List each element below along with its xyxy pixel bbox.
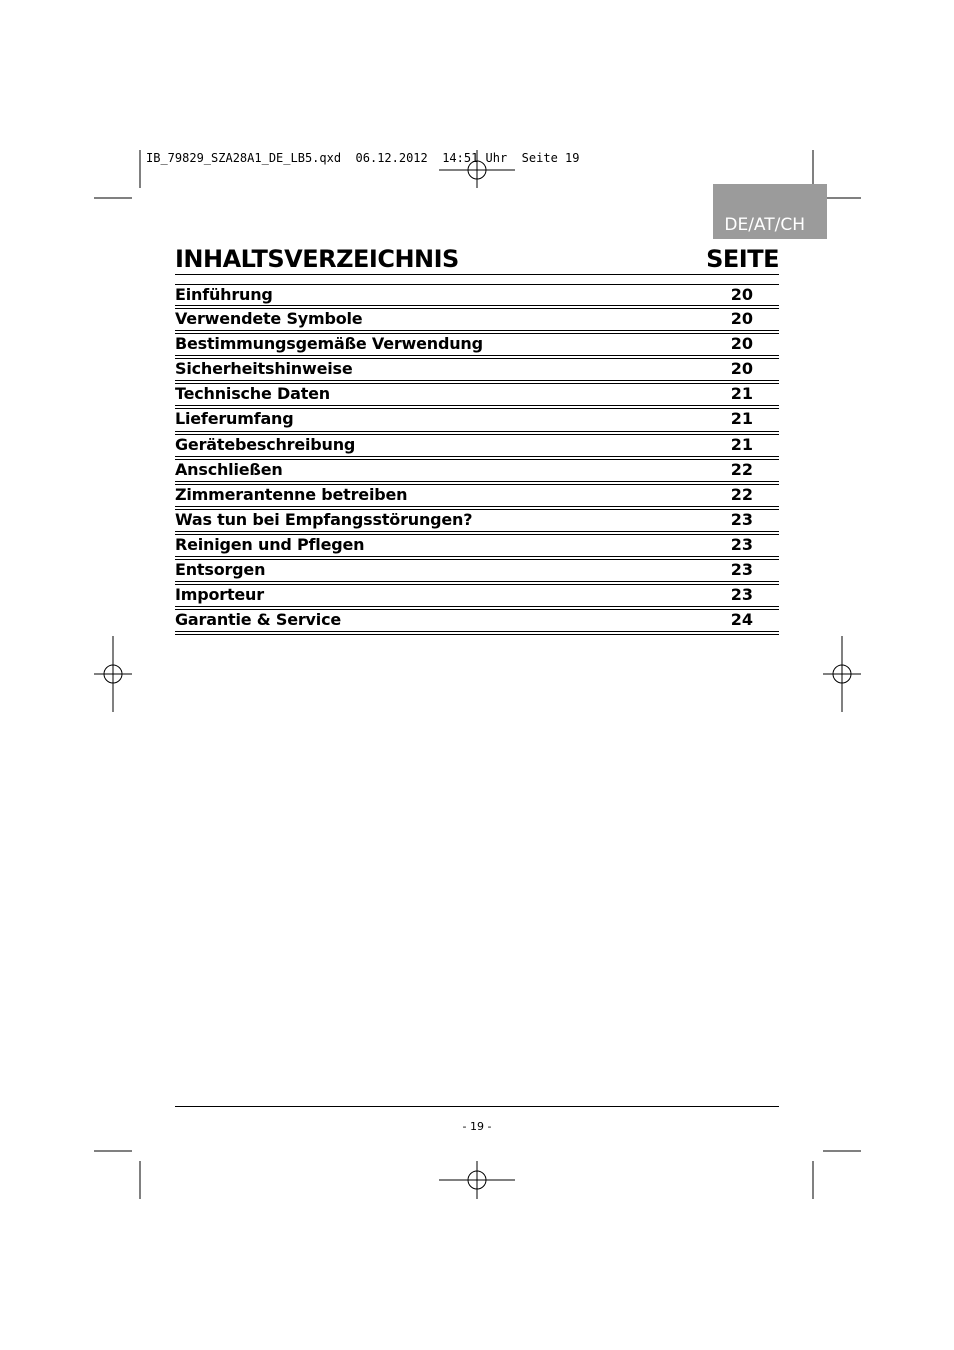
toc-entry-label: Zimmerantenne betreiben: [175, 484, 408, 504]
toc-entry[interactable]: [175, 384, 779, 409]
toc-entry-page: 21: [730, 384, 753, 404]
toc-entry-page: 23: [730, 585, 753, 605]
toc-entry-label: Entsorgen: [175, 560, 266, 580]
toc-entry-page: 20: [730, 334, 753, 354]
toc-header: [175, 244, 779, 275]
toc-entry[interactable]: [175, 359, 779, 384]
toc-entry-page: 20: [730, 309, 753, 329]
toc-entry-label: Einführung: [175, 285, 273, 304]
registration-target-left: [94, 636, 132, 712]
toc-entry-label: Verwendete Symbole: [175, 309, 363, 329]
language-tab: [713, 184, 827, 239]
toc-entry-label: Was tun bei Empfangsstörungen?: [175, 509, 473, 529]
toc-entry[interactable]: [175, 460, 779, 485]
toc-entry-label: Anschließen: [175, 459, 283, 479]
page-number: - 19 -: [462, 1120, 492, 1133]
toc-entry-page: 20: [730, 359, 753, 379]
toc-entry-page: 21: [730, 434, 753, 454]
footer-rule: [175, 1106, 779, 1107]
toc-entry[interactable]: [175, 610, 779, 635]
toc-entry-label: Garantie & Service: [175, 610, 342, 630]
toc-title: INHALTSVERZEICHNIS: [175, 245, 459, 273]
toc-entry-page: 23: [730, 560, 753, 580]
toc-entry-page: 22: [730, 459, 753, 479]
toc-entry[interactable]: [175, 535, 779, 560]
registration-target-bottom: [439, 1161, 515, 1199]
toc-entry-page: 23: [730, 509, 753, 529]
toc-entry-page: 20: [730, 285, 753, 304]
toc-entry-label: Reinigen und Pflegen: [175, 534, 365, 554]
toc-entry[interactable]: [175, 485, 779, 510]
toc-entry-label: Sicherheitshinweise: [175, 359, 353, 379]
toc-entry-page: 23: [730, 534, 753, 554]
registration-target-right: [823, 636, 861, 712]
toc-entry-page: 21: [730, 409, 753, 429]
toc-entry[interactable]: [175, 309, 779, 334]
toc-entry-page: 24: [730, 610, 753, 630]
toc-list: [175, 284, 779, 635]
print-slug-line: IB_79829_SZA28A1_DE_LB5.qxd 06.12.2012 14:51 Uhr Seite 19: [146, 151, 580, 165]
toc-entry[interactable]: [175, 409, 779, 434]
toc-entry-label: Bestimmungsgemäße Verwendung: [175, 334, 483, 354]
toc-entry-label: Technische Daten: [175, 384, 330, 404]
toc-page-column-label: SEITE: [706, 245, 779, 273]
toc-entry[interactable]: [175, 560, 779, 585]
toc-entry[interactable]: [175, 284, 779, 309]
toc-entry-page: 22: [730, 484, 753, 504]
toc-entry-label: Importeur: [175, 585, 264, 605]
toc-entry-label: Gerätebeschreibung: [175, 434, 356, 454]
toc-entry[interactable]: [175, 510, 779, 535]
toc-entry[interactable]: [175, 334, 779, 359]
toc-entry-label: Lieferumfang: [175, 409, 294, 429]
toc-entry[interactable]: [175, 585, 779, 610]
toc-entry[interactable]: [175, 435, 779, 460]
language-tab-label: DE/AT/CH: [724, 215, 805, 235]
